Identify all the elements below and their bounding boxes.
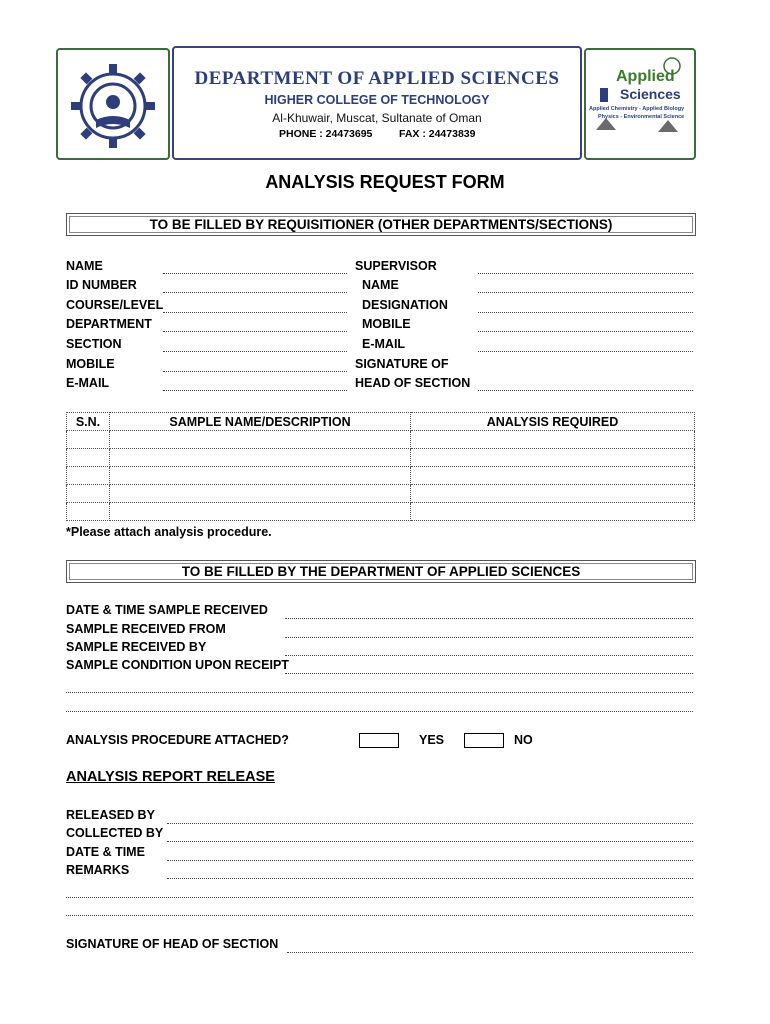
supervisor-mobile-label: MOBILE: [362, 317, 411, 331]
table-row[interactable]: [67, 503, 695, 521]
logo-word-sciences: Sciences: [620, 86, 681, 102]
name-field[interactable]: [163, 273, 347, 274]
course-level-field[interactable]: [163, 312, 347, 313]
college-gear-emblem-icon: [58, 50, 168, 158]
supervisor-field[interactable]: [478, 273, 693, 274]
attach-procedure-note: *Please attach analysis procedure.: [66, 525, 272, 539]
supervisor-designation-label: DESIGNATION: [362, 298, 448, 312]
supervisor-email-field[interactable]: [478, 351, 693, 352]
procedure-attached-label: ANALYSIS PROCEDURE ATTACHED?: [66, 733, 289, 747]
table-row[interactable]: [67, 467, 695, 485]
table-row[interactable]: [67, 449, 695, 467]
remarks-line-2[interactable]: [66, 897, 693, 898]
field-label-department: DEPARTMENT: [66, 317, 152, 331]
signature-of-label: SIGNATURE OF: [355, 357, 449, 371]
header-analysis-required: ANALYSIS REQUIRED: [411, 413, 695, 431]
head-of-section-label: HEAD OF SECTION: [355, 376, 471, 390]
field-label-email: E-MAIL: [66, 376, 110, 390]
college-name: HIGHER COLLEGE OF TECHNOLOGY: [264, 93, 490, 107]
id-number-field[interactable]: [163, 292, 347, 293]
table-row[interactable]: [67, 485, 695, 503]
table-row[interactable]: [67, 431, 695, 449]
supervisor-name-field[interactable]: [478, 292, 693, 293]
date-time-received-label: DATE & TIME SAMPLE RECEIVED: [66, 603, 268, 617]
no-label: NO: [514, 733, 533, 747]
section-field[interactable]: [163, 351, 347, 352]
released-by-label: RELEASED BY: [66, 808, 155, 822]
supervisor-email-label: E-MAIL: [362, 337, 406, 351]
released-by-field[interactable]: [167, 823, 693, 824]
head-of-section-signature-field[interactable]: [478, 390, 693, 391]
yes-checkbox[interactable]: [359, 733, 399, 748]
samples-table: [66, 412, 695, 521]
fax-number: FAX : 24473839: [399, 128, 476, 140]
supervisor-designation-field[interactable]: [478, 312, 693, 313]
date-time-field[interactable]: [167, 860, 693, 861]
head-signature-field[interactable]: [287, 952, 693, 953]
field-label-course-level: COURSE/LEVEL: [66, 298, 164, 312]
department-heading: TO BE FILLED BY THE DEPARTMENT OF APPLIED SCIENCES: [66, 560, 696, 583]
collected-by-label: COLLECTED BY: [66, 826, 164, 840]
department-field[interactable]: [163, 331, 347, 332]
field-label-section: SECTION: [66, 337, 122, 351]
received-from-field[interactable]: [285, 637, 693, 638]
requisitioner-heading: TO BE FILLED BY REQUISITIONER (OTHER DEPARTMENTS/SECTIONS): [66, 213, 696, 236]
supervisor-label: SUPERVISOR: [355, 259, 437, 273]
field-label-id-number: ID NUMBER: [66, 278, 137, 292]
head-signature-label: SIGNATURE OF HEAD OF SECTION: [66, 937, 279, 951]
header-sample-description: SAMPLE NAME/DESCRIPTION: [110, 413, 411, 431]
received-from-label: SAMPLE RECEIVED FROM: [66, 622, 226, 636]
field-label-name: NAME: [66, 259, 103, 273]
logo-word-applied: Applied: [616, 68, 675, 85]
college-logo-frame: [56, 48, 170, 160]
applied-sciences-logo-frame: [584, 48, 696, 160]
yes-label: YES: [419, 733, 445, 747]
field-label-mobile: MOBILE: [66, 357, 115, 371]
supervisor-name-label: NAME: [362, 278, 399, 292]
department-header: [172, 46, 582, 160]
logo-line-2: Physics - Environmental Science: [598, 114, 685, 120]
email-field[interactable]: [163, 390, 347, 391]
supervisor-mobile-field[interactable]: [478, 331, 693, 332]
received-by-field[interactable]: [285, 655, 693, 656]
sample-condition-label: SAMPLE CONDITION UPON RECEIPT: [66, 658, 289, 672]
report-release-title: ANALYSIS REPORT RELEASE: [66, 769, 275, 785]
table-header-row: [67, 413, 695, 431]
form-title: ANALYSIS REQUEST FORM: [265, 172, 505, 192]
department-name: DEPARTMENT OF APPLIED SCIENCES: [194, 68, 560, 89]
remarks-field[interactable]: [167, 878, 693, 879]
sample-condition-line-3[interactable]: [66, 711, 693, 712]
remarks-label: REMARKS: [66, 863, 130, 877]
no-checkbox[interactable]: [464, 733, 504, 748]
sample-condition-line-2[interactable]: [66, 692, 693, 693]
sample-condition-field[interactable]: [285, 673, 693, 674]
received-by-label: SAMPLE RECEIVED BY: [66, 640, 207, 654]
logo-line-1: Applied Chemistry - Applied Biology: [589, 106, 685, 112]
collected-by-field[interactable]: [167, 841, 693, 842]
header-sn: S.N.: [67, 413, 110, 431]
remarks-line-3[interactable]: [66, 915, 693, 916]
mobile-field[interactable]: [163, 371, 347, 372]
date-time-label: DATE & TIME: [66, 845, 145, 859]
phone-number: PHONE : 24473695: [279, 128, 373, 140]
applied-sciences-logo-icon: [586, 50, 694, 158]
date-time-received-field[interactable]: [285, 618, 693, 619]
college-address: Al-Khuwair, Muscat, Sultanate of Oman: [272, 111, 482, 125]
